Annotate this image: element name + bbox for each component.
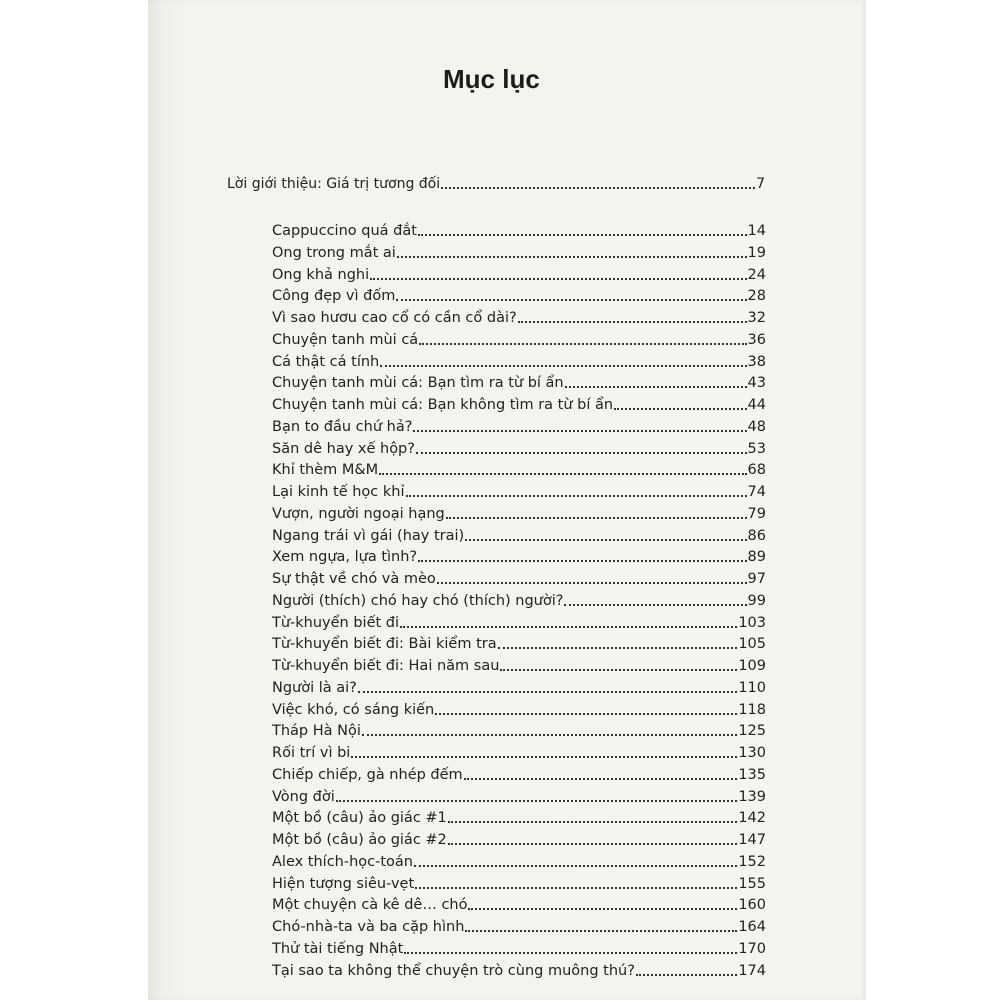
toc-entry	[272, 658, 766, 680]
toc-entry	[272, 941, 766, 963]
toc-entry	[272, 854, 766, 876]
toc-entry-label: Rối trí vì bi	[272, 745, 351, 761]
dot-leader	[414, 865, 737, 867]
dot-leader	[437, 582, 747, 584]
toc-entry-label: Ong trong mắt ai	[272, 244, 396, 261]
toc-entry-label: Bạn to đầu chứ hả?	[272, 418, 413, 435]
toc-entry	[272, 593, 766, 615]
toc-entry-label: Vòng đời	[272, 788, 335, 805]
toc-entry-page-number: 142	[738, 810, 766, 827]
dot-leader	[446, 517, 747, 519]
toc-entry-page-number: 130	[738, 745, 766, 761]
toc-entry	[272, 549, 766, 571]
dot-leader	[441, 187, 755, 189]
dot-leader	[397, 256, 747, 258]
toc-entry	[272, 397, 766, 419]
dot-leader	[404, 952, 737, 954]
dot-leader	[636, 974, 737, 976]
toc-entry	[272, 528, 766, 550]
toc-entry	[272, 876, 766, 898]
toc-entry	[272, 702, 766, 724]
toc-entry-label: Ngang trái vì gái (hay trai)	[272, 527, 465, 544]
toc-entry-label: Săn dê hay xế hộp?	[272, 440, 415, 457]
toc-entry	[272, 288, 766, 310]
toc-entry	[272, 767, 766, 789]
toc-entry	[272, 897, 766, 919]
toc-entry	[272, 310, 766, 332]
toc-entry-label: Sự thật về chó và mèo	[272, 571, 436, 587]
dot-leader	[464, 778, 738, 780]
toc-entry-label: Lại kinh tế học khỉ	[272, 484, 405, 500]
toc-entry-label: Một bồ (câu) ảo giác #2	[272, 832, 447, 848]
toc-entry	[272, 571, 766, 593]
dot-leader	[518, 321, 747, 323]
toc-entry-label: Cá thật cá tính	[272, 353, 380, 370]
toc-entry-label: Chiếp chiếp, gà nhép đếm	[272, 766, 463, 783]
toc-entry-label: Chó-nhà-ta và ba cặp hình	[272, 919, 465, 935]
toc-entry	[272, 723, 766, 745]
toc-entry-label: Tại sao ta không thể chuyện trò cùng muông thú?	[272, 962, 635, 979]
toc-entry-page-number: 44	[747, 397, 766, 413]
toc-entry	[272, 354, 766, 376]
toc-entry-label: Tháp Hà Nội	[272, 723, 361, 740]
toc-entry-page-number: 135	[738, 766, 766, 783]
toc-entry-page-number: 7	[756, 176, 765, 192]
toc-entry	[272, 462, 766, 484]
dot-leader	[379, 473, 746, 475]
toc-entry-label: Vượn, người ngoại hạng	[272, 505, 445, 522]
dot-leader	[435, 713, 737, 715]
toc-entry	[272, 680, 766, 702]
toc-entry-page-number: 74	[747, 484, 766, 500]
toc-entry-label: Xem ngựa, lựa tình?	[272, 549, 418, 566]
toc-entry-page-number: 174	[738, 962, 766, 979]
toc-entry	[272, 832, 766, 854]
toc-entry-label: Chuyện tanh mùi cá: Bạn tìm ra từ bí ẩn	[272, 375, 564, 392]
dot-leader	[413, 430, 746, 432]
toc-entry-page-number: 103	[738, 614, 766, 631]
dot-leader	[448, 821, 738, 823]
dot-leader	[468, 908, 737, 910]
toc-entry-page-number: 110	[738, 679, 766, 696]
toc-entry-page-number: 38	[747, 353, 766, 370]
toc-entry	[272, 745, 766, 767]
toc-entry-page-number: 79	[747, 505, 766, 522]
toc-entry-page-number: 36	[747, 331, 766, 348]
toc-entry-page-number: 118	[738, 701, 766, 718]
toc-entry-label: Lời giới thiệu: Giá trị tương đối	[227, 176, 441, 192]
toc-entry-label: Từ-khuyển biết đi: Bài kiểm tra	[272, 636, 497, 653]
toc-entry-page-number: 86	[747, 527, 766, 544]
toc-entry-page-number: 32	[747, 310, 766, 326]
dot-leader	[448, 843, 738, 845]
toc-entry-label: Từ-khuyển biết đi: Hai năm sau	[272, 658, 500, 674]
toc-entry-label: Khỉ thèm M&M	[272, 462, 379, 479]
dot-leader	[416, 452, 747, 454]
dot-leader	[500, 669, 737, 671]
dot-leader	[380, 365, 746, 367]
toc-entry-label: Cappuccino quá đắt	[272, 223, 417, 239]
dot-leader	[406, 495, 747, 497]
page-title: Mục lục	[443, 64, 540, 94]
dot-leader	[418, 234, 747, 236]
dot-leader	[358, 691, 737, 693]
dot-leader	[418, 560, 746, 562]
toc-entry	[272, 789, 766, 811]
toc-entry-label: Việc khó, có sáng kiến	[272, 701, 435, 718]
dot-leader	[614, 408, 746, 410]
toc-entry-label: Người (thích) chó hay chó (thích) người?	[272, 592, 564, 609]
toc-entry	[272, 506, 766, 528]
dot-leader	[400, 626, 737, 628]
dot-leader	[336, 800, 738, 802]
toc-entry-page-number: 152	[738, 853, 766, 870]
dot-leader	[565, 386, 747, 388]
toc-entry	[272, 375, 766, 397]
toc-entry-page-number: 24	[747, 266, 766, 283]
toc-entry-page-number: 28	[747, 288, 766, 305]
dot-leader	[419, 343, 746, 345]
toc-entry-page-number: 48	[747, 418, 766, 435]
toc-entry-page-number: 170	[738, 940, 766, 957]
toc-entry	[272, 636, 766, 658]
dot-leader	[362, 734, 737, 736]
toc-entry-label: Công đẹp vì đốm	[272, 288, 396, 305]
toc-entry-page-number: 68	[747, 462, 766, 479]
toc-entry-page-number: 105	[738, 636, 766, 653]
dot-leader	[465, 930, 737, 932]
toc-entry-label: Chuyện tanh mùi cá	[272, 331, 419, 348]
toc-entry-label: Ong khả nghi	[272, 266, 370, 283]
dot-leader	[564, 604, 746, 606]
toc-entry-label: Thử tài tiếng Nhật	[272, 940, 404, 957]
toc-entry-page-number: 19	[747, 244, 766, 261]
toc-entry-label: Từ-khuyển biết đi	[272, 614, 400, 631]
toc-entry-page-number: 97	[747, 571, 766, 587]
toc-entry-page-number: 125	[738, 723, 766, 740]
toc-entry-label: Một chuyện cà kê dê… chó	[272, 897, 468, 914]
toc-entry-label: Một bồ (câu) ảo giác #1	[272, 810, 447, 827]
dot-leader	[498, 647, 738, 649]
toc-entry	[272, 441, 766, 463]
toc-entry-page-number: 155	[738, 875, 766, 892]
dot-leader	[415, 887, 737, 889]
dot-leader	[465, 539, 746, 541]
dot-leader	[396, 299, 746, 301]
toc-entry-label: Alex thích-học-toán	[272, 853, 413, 870]
toc-intro-entry	[227, 176, 765, 198]
toc-entry-page-number: 99	[747, 592, 766, 609]
toc-entry	[272, 223, 766, 245]
toc-entry-label: Hiện tượng siêu-vẹt	[272, 875, 415, 892]
toc-entry-label: Người là ai?	[272, 679, 357, 696]
dot-leader	[370, 278, 746, 280]
toc-entry	[272, 963, 766, 985]
toc-entry-page-number: 43	[747, 375, 766, 392]
toc-entry-page-number: 14	[747, 223, 766, 239]
toc-entry-page-number: 164	[738, 919, 766, 935]
toc-entry-page-number: 109	[738, 658, 766, 674]
toc-entry-page-number: 160	[738, 897, 766, 914]
toc-entry-page-number: 53	[747, 440, 766, 457]
dot-leader	[351, 756, 737, 758]
toc-entry-page-number: 139	[738, 788, 766, 805]
toc-entry	[272, 615, 766, 637]
toc-entry	[272, 332, 766, 354]
toc-entry	[272, 810, 766, 832]
toc-entry-page-number: 89	[747, 549, 766, 566]
toc-entry	[272, 245, 766, 267]
toc-entry-label: Chuyện tanh mùi cá: Bạn không tìm ra từ bí ẩn	[272, 397, 614, 413]
toc-entry	[272, 267, 766, 289]
toc-entry-label: Vì sao hươu cao cổ có cần cổ dài?	[272, 310, 517, 326]
toc-entry	[272, 919, 766, 941]
toc-entry	[272, 419, 766, 441]
toc-entry-page-number: 147	[738, 832, 766, 848]
toc-entry	[272, 484, 766, 506]
